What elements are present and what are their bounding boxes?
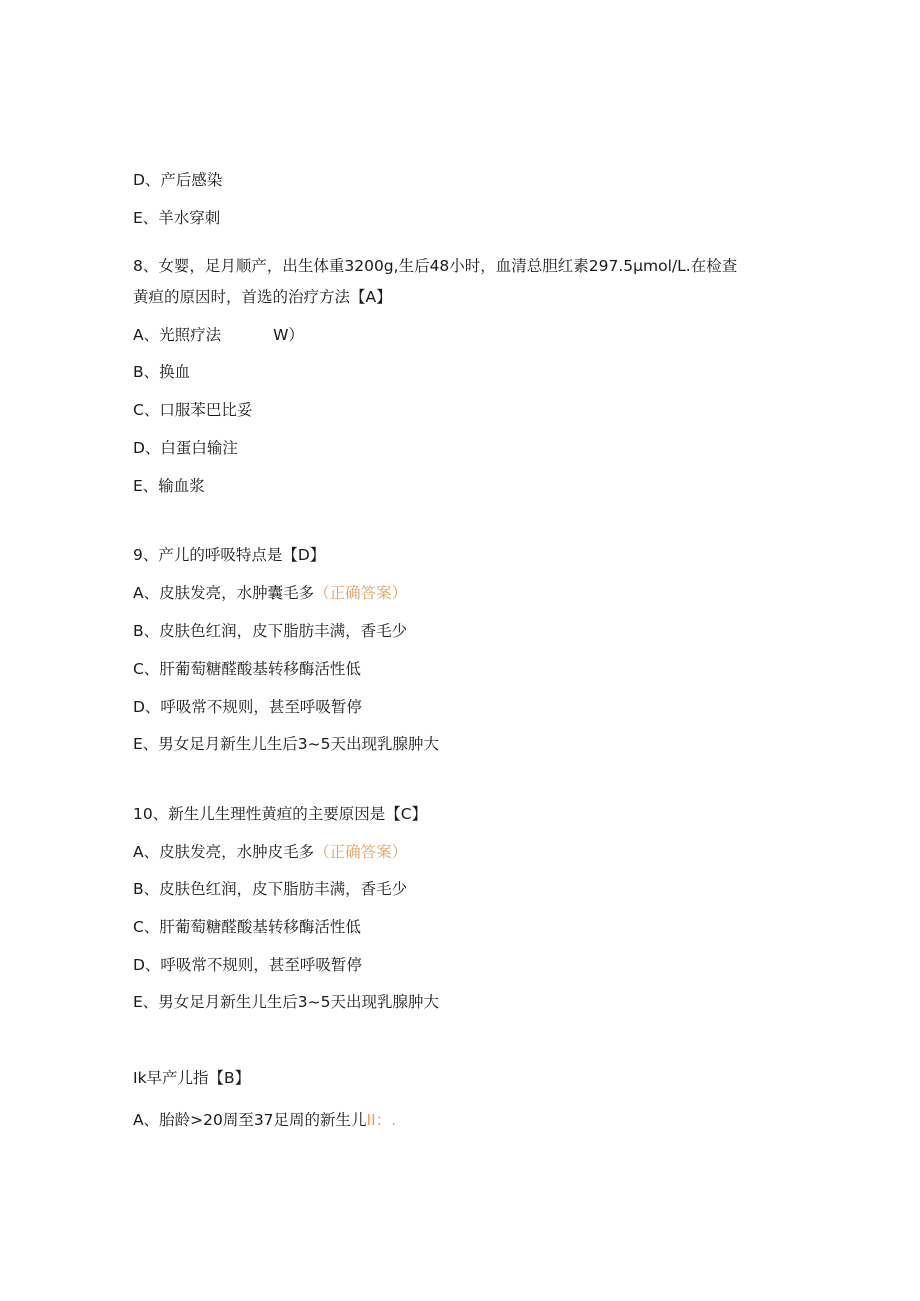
q9-correct-answer-mark: （正确答案） — [314, 584, 408, 602]
q9-option-e: E、男女足月新生儿生后3~5天出现乳腺肿大 — [133, 735, 440, 753]
q8-question-line2: 黄疸的原因时，首选的治疗方法【A】 — [133, 288, 392, 306]
q9-option-a — [133, 583, 407, 603]
q8-option-b: B、换血 — [133, 363, 191, 381]
q11-question: Ik早产儿指【B】 — [133, 1069, 251, 1087]
q8-option-a-extra: W） — [273, 326, 304, 344]
prev-option-d: D、产后感染 — [133, 171, 223, 189]
q11-answer-mark: II：. — [366, 1111, 397, 1129]
q10-option-a — [133, 842, 407, 862]
q11-option-a — [133, 1110, 396, 1130]
q8-option-d: D、白蛋白输注 — [133, 439, 238, 457]
q10-question: 10、新生儿生理性黄疸的主要原因是【C】 — [133, 805, 428, 823]
q8-option-a-text: A、光照疗法 — [133, 326, 222, 344]
q10-option-b: B、皮肤色红润，皮下脂肪丰满，香毛少 — [133, 880, 408, 898]
q8-option-c: C、口服苯巴比妥 — [133, 401, 253, 419]
q11-option-a-text: A、胎龄>20周至37足周的新生儿 — [133, 1111, 367, 1129]
q9-option-a-text: A、皮肤发亮，水肿囊毛多 — [133, 584, 315, 602]
q10-option-d: D、呼吸常不规则，甚至呼吸暂停 — [133, 956, 362, 974]
q10-option-c: C、肝葡萄糖醛酸基转移酶活性低 — [133, 918, 361, 936]
q10-correct-answer-mark: （正确答案） — [314, 843, 408, 861]
prev-option-e: E、羊水穿刺 — [133, 209, 221, 227]
q9-question: 9、产儿的呼吸特点是【D】 — [133, 546, 326, 564]
q8-question-line1: 8、女婴，足月顺产，出生体重3200g,生后48小时，血清总胆红素297.5μmol/L.在检查 — [133, 257, 738, 275]
q8-option-a — [133, 325, 304, 345]
q9-option-d: D、呼吸常不规则，甚至呼吸暂停 — [133, 698, 362, 716]
q8-option-e: E、输血浆 — [133, 477, 205, 495]
q10-option-a-text: A、皮肤发亮，水肿皮毛多 — [133, 843, 315, 861]
q9-option-c: C、肝葡萄糖醛酸基转移酶活性低 — [133, 660, 361, 678]
q10-option-e: E、男女足月新生儿生后3~5天出现乳腺肿大 — [133, 993, 440, 1011]
q9-option-b: B、皮肤色红润，皮下脂肪丰满，香毛少 — [133, 622, 408, 640]
